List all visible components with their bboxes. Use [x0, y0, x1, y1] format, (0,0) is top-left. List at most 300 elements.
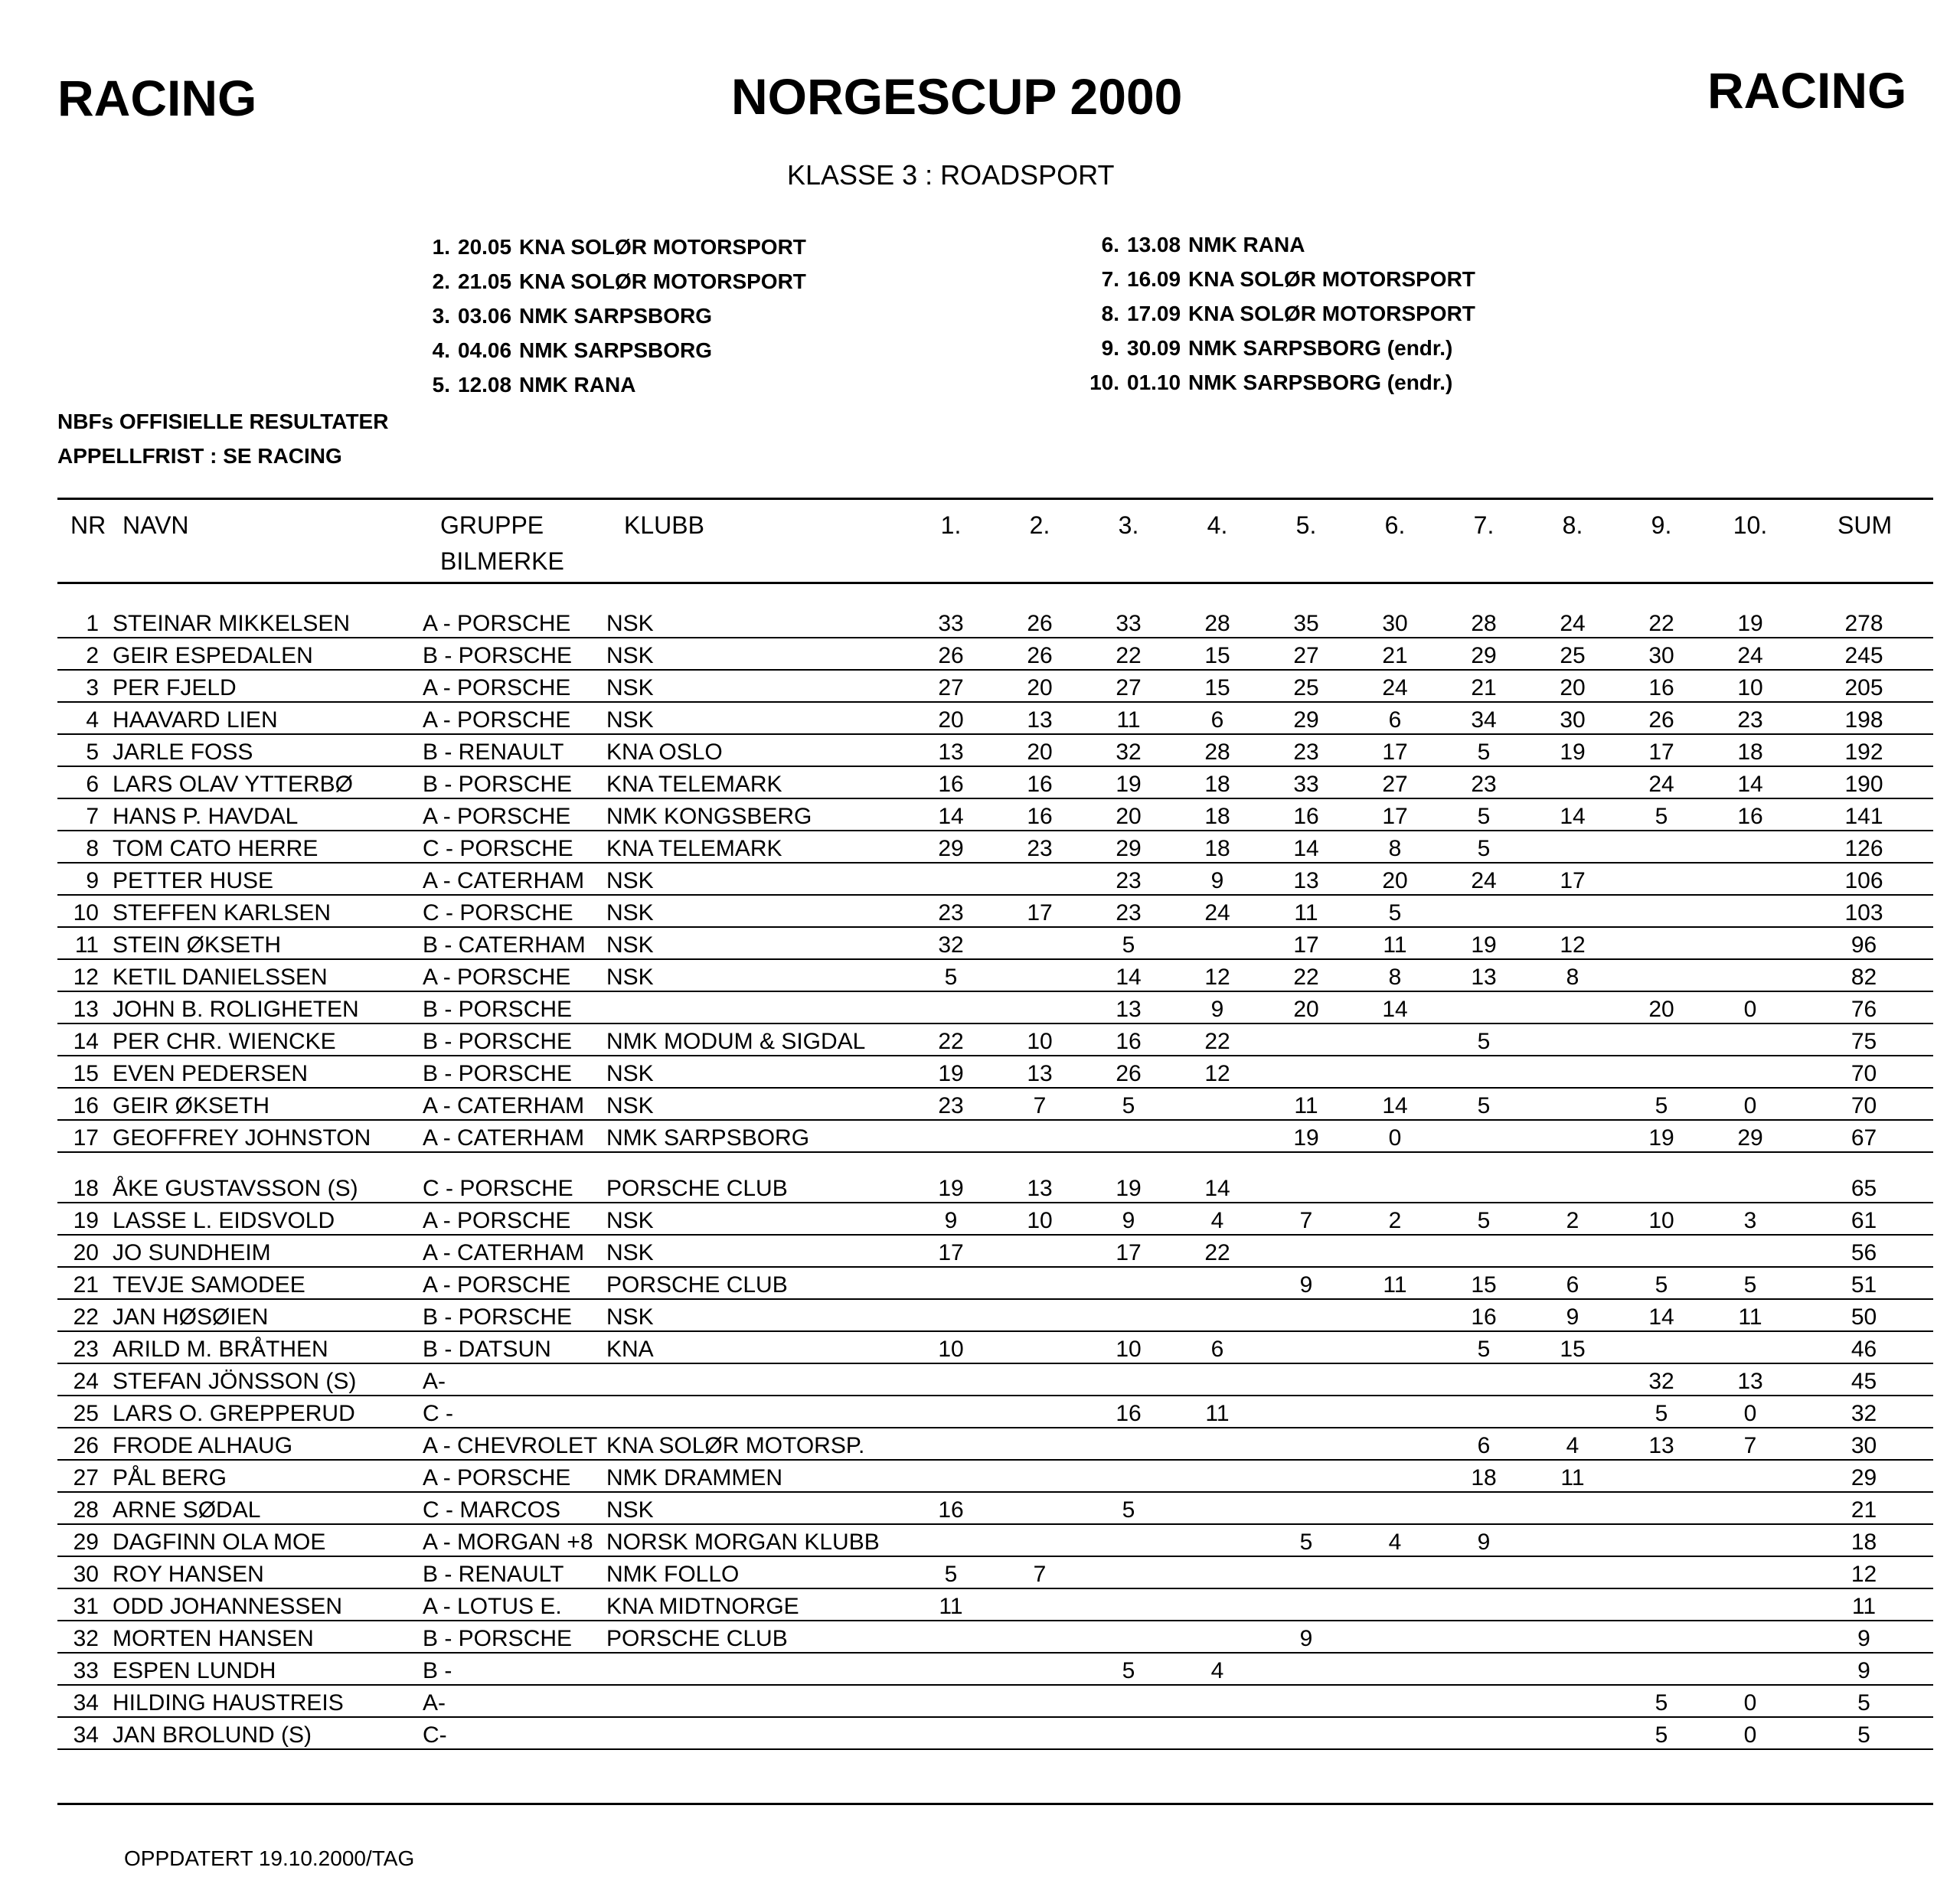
cell-score: 10 — [1617, 1203, 1706, 1235]
cell-sum: 46 — [1795, 1331, 1933, 1363]
cell-score — [1262, 1331, 1351, 1363]
cell-score: 4 — [1351, 1524, 1439, 1556]
cell-score — [1084, 1717, 1173, 1749]
cell-score — [1351, 1363, 1439, 1396]
cell-score — [1706, 863, 1795, 895]
cell-score: 22 — [1173, 1235, 1262, 1267]
cell-score: 17 — [1262, 927, 1351, 959]
cell-gruppe: A - CATERHAM — [423, 1235, 606, 1267]
schedule-round-number: 6. — [1101, 233, 1119, 256]
cell-score — [1173, 1492, 1262, 1524]
cell-score: 16 — [1706, 798, 1795, 831]
cell-sum: 65 — [1795, 1152, 1933, 1203]
cell-score — [906, 1685, 995, 1717]
cell-score: 32 — [906, 927, 995, 959]
cell-gruppe: A- — [423, 1685, 606, 1717]
cell-score — [1439, 1621, 1528, 1653]
cell-score — [906, 1396, 995, 1428]
col-head-sum: SUM — [1838, 511, 1893, 539]
cell-score: 23 — [906, 1088, 995, 1120]
cell-score — [1084, 1460, 1173, 1492]
cell-nr: 28 — [57, 1492, 105, 1524]
cell-score: 13 — [1706, 1363, 1795, 1396]
cell-score — [1617, 1492, 1706, 1524]
cell-gruppe: A - CATERHAM — [423, 1088, 606, 1120]
cell-navn: ARNE SØDAL — [105, 1492, 423, 1524]
cell-sum: 198 — [1795, 702, 1933, 734]
cell-score: 3 — [1706, 1203, 1795, 1235]
cell-score: 2 — [1528, 1203, 1617, 1235]
cell-nr: 1 — [57, 606, 105, 638]
cell-score: 27 — [1262, 638, 1351, 670]
cell-klubb: NMK SARPSBORG — [606, 1120, 906, 1152]
cell-navn: ROY HANSEN — [105, 1556, 423, 1588]
schedule-item — [1066, 331, 1475, 365]
cell-score — [1439, 1685, 1528, 1717]
cell-score: 17 — [1351, 734, 1439, 766]
cell-score: 28 — [1173, 606, 1262, 638]
cell-nr: 13 — [57, 991, 105, 1023]
cell-navn: LARS O. GREPPERUD — [105, 1396, 423, 1428]
cell-score: 5 — [1084, 1492, 1173, 1524]
cell-score — [995, 1460, 1084, 1492]
cell-nr: 11 — [57, 927, 105, 959]
cell-gruppe: A - CATERHAM — [423, 863, 606, 895]
cell-score — [1706, 1621, 1795, 1653]
cell-score — [1706, 1023, 1795, 1056]
cell-klubb — [606, 1717, 906, 1749]
cell-score: 0 — [1706, 991, 1795, 1023]
cell-gruppe: A - PORSCHE — [423, 798, 606, 831]
schedule-event: NMK SARPSBORG — [519, 304, 713, 328]
table-row — [57, 1363, 1933, 1396]
cell-score — [1617, 1556, 1706, 1588]
cell-score: 18 — [1439, 1460, 1528, 1492]
cell-sum: 70 — [1795, 1056, 1933, 1088]
cell-score: 7 — [995, 1556, 1084, 1588]
table-row — [57, 638, 1933, 670]
cell-klubb: NSK — [606, 895, 906, 927]
cell-gruppe: A- — [423, 1363, 606, 1396]
cell-score — [1439, 1588, 1528, 1621]
cell-score: 12 — [1173, 959, 1262, 991]
cell-score: 20 — [1351, 863, 1439, 895]
cell-score: 19 — [1439, 927, 1528, 959]
cell-nr: 29 — [57, 1524, 105, 1556]
cell-score — [1617, 1460, 1706, 1492]
table-row — [57, 1492, 1933, 1524]
cell-score: 13 — [995, 702, 1084, 734]
cell-klubb: KNA TELEMARK — [606, 831, 906, 863]
cell-gruppe: C - PORSCHE — [423, 831, 606, 863]
cell-score — [1262, 1685, 1351, 1717]
col-head-round: 7. — [1473, 511, 1494, 539]
cell-gruppe: B - PORSCHE — [423, 991, 606, 1023]
cell-nr: 14 — [57, 1023, 105, 1056]
cell-navn: STEFFEN KARLSEN — [105, 895, 423, 927]
cell-score — [1439, 1717, 1528, 1749]
cell-klubb: NMK MODUM & SIGDAL — [606, 1023, 906, 1056]
cell-gruppe: A - PORSCHE — [423, 959, 606, 991]
table-row — [57, 798, 1933, 831]
cell-score — [906, 991, 995, 1023]
cell-score: 5 — [1351, 895, 1439, 927]
cell-nr: 5 — [57, 734, 105, 766]
table-row — [57, 1556, 1933, 1588]
cell-score: 23 — [1439, 766, 1528, 798]
cell-score — [995, 991, 1084, 1023]
cell-navn: HILDING HAUSTREIS — [105, 1685, 423, 1717]
cell-score — [1439, 991, 1528, 1023]
cell-klubb — [606, 1396, 906, 1428]
cell-gruppe: A - CATERHAM — [423, 1120, 606, 1152]
cell-score — [995, 1331, 1084, 1363]
cell-score — [1351, 1056, 1439, 1088]
cell-score — [1351, 1152, 1439, 1203]
cell-score — [1351, 1717, 1439, 1749]
cell-score — [1173, 1588, 1262, 1621]
schedule-date: 12.08 — [458, 373, 512, 397]
cell-score — [1351, 1023, 1439, 1056]
class-subtitle: KLASSE 3 : ROADSPORT — [787, 159, 1115, 191]
cell-score: 19 — [1084, 766, 1173, 798]
cell-nr: 19 — [57, 1203, 105, 1235]
table-row — [57, 702, 1933, 734]
cell-score: 10 — [995, 1203, 1084, 1235]
divider-bottom — [57, 1803, 1933, 1805]
cell-score: 8 — [1351, 959, 1439, 991]
table-row — [57, 1621, 1933, 1653]
cell-score — [1528, 1717, 1617, 1749]
cell-nr: 8 — [57, 831, 105, 863]
col-head-round: 8. — [1562, 511, 1583, 539]
table-row — [57, 831, 1933, 863]
cell-score: 5 — [1617, 1717, 1706, 1749]
cell-score: 9 — [906, 1203, 995, 1235]
cell-score: 11 — [1173, 1396, 1262, 1428]
cell-navn: STEINAR MIKKELSEN — [105, 606, 423, 638]
cell-score: 5 — [1617, 1088, 1706, 1120]
cell-score: 16 — [1617, 670, 1706, 702]
cell-score — [1351, 1588, 1439, 1621]
cell-score — [1528, 831, 1617, 863]
cell-sum: 56 — [1795, 1235, 1933, 1267]
cell-score: 10 — [1706, 670, 1795, 702]
cell-score: 28 — [1173, 734, 1262, 766]
cell-gruppe: B - PORSCHE — [423, 1023, 606, 1056]
cell-klubb: NSK — [606, 638, 906, 670]
cell-score — [995, 1120, 1084, 1152]
cell-score — [1706, 1588, 1795, 1621]
cell-score: 5 — [1617, 798, 1706, 831]
schedule-event: KNA SOLØR MOTORSPORT — [1188, 267, 1475, 291]
cell-score: 13 — [995, 1056, 1084, 1088]
table-row — [57, 670, 1933, 702]
cell-sum: 11 — [1795, 1588, 1933, 1621]
schedule-date: 21.05 — [458, 269, 512, 293]
cell-score — [1439, 1120, 1528, 1152]
schedule-date: 04.06 — [458, 338, 512, 362]
cell-score — [1262, 1235, 1351, 1267]
col-head-round: 1. — [940, 511, 962, 539]
cell-klubb: NMK KONGSBERG — [606, 798, 906, 831]
cell-score: 11 — [1262, 1088, 1351, 1120]
cell-score: 5 — [1439, 831, 1528, 863]
cell-gruppe: B - PORSCHE — [423, 766, 606, 798]
cell-score — [1528, 1056, 1617, 1088]
cell-gruppe: B - — [423, 1653, 606, 1685]
cell-navn: ODD JOHANNESSEN — [105, 1588, 423, 1621]
cell-klubb: KNA SOLØR MOTORSP. — [606, 1428, 906, 1460]
col-head-klubb: KLUBB — [624, 511, 704, 539]
cell-score: 2 — [1351, 1203, 1439, 1235]
cell-score: 9 — [1262, 1267, 1351, 1299]
cell-score — [995, 927, 1084, 959]
schedule-event: NMK SARPSBORG (endr.) — [1188, 336, 1453, 360]
cell-score — [906, 1653, 995, 1685]
schedule-item — [1066, 296, 1475, 331]
cell-navn: LARS OLAV YTTERBØ — [105, 766, 423, 798]
cell-score: 23 — [1084, 895, 1173, 927]
cell-score — [1262, 1396, 1351, 1428]
cell-navn: STEFAN JÖNSSON (S) — [105, 1363, 423, 1396]
cell-score: 11 — [1706, 1299, 1795, 1331]
cell-klubb: NSK — [606, 1056, 906, 1088]
cell-score: 5 — [1439, 1023, 1528, 1056]
cell-score — [1439, 1152, 1528, 1203]
cell-score — [1617, 1621, 1706, 1653]
cell-score — [995, 959, 1084, 991]
cell-gruppe: B - CATERHAM — [423, 927, 606, 959]
cell-score: 30 — [1528, 702, 1617, 734]
appeal-deadline-note: APPELLFRIST : SE RACING — [57, 444, 342, 468]
cell-score — [1617, 1023, 1706, 1056]
cell-score — [1262, 1023, 1351, 1056]
racing-right-label: RACING — [1707, 62, 1907, 119]
col-head-navn: NAVN — [122, 511, 189, 539]
cell-score: 14 — [1173, 1152, 1262, 1203]
cell-score — [1173, 1621, 1262, 1653]
cell-score: 23 — [995, 831, 1084, 863]
cell-score: 5 — [1439, 1088, 1528, 1120]
cell-sum: 103 — [1795, 895, 1933, 927]
official-results-note: NBFs OFFISIELLE RESULTATER — [57, 410, 389, 433]
cell-navn: PER CHR. WIENCKE — [105, 1023, 423, 1056]
cell-score: 19 — [1262, 1120, 1351, 1152]
cell-score: 19 — [1528, 734, 1617, 766]
cell-score: 5 — [1084, 1653, 1173, 1685]
cell-score — [1173, 1363, 1262, 1396]
cell-score: 13 — [1617, 1428, 1706, 1460]
schedule-date: 01.10 — [1127, 371, 1181, 394]
cell-klubb: NSK — [606, 863, 906, 895]
cell-score — [1706, 1235, 1795, 1267]
cell-score — [1351, 1621, 1439, 1653]
cell-klubb: PORSCHE CLUB — [606, 1621, 906, 1653]
cell-score — [1173, 1717, 1262, 1749]
cell-sum: 75 — [1795, 1023, 1933, 1056]
cell-navn: MORTEN HANSEN — [105, 1621, 423, 1653]
cell-sum: 96 — [1795, 927, 1933, 959]
cell-score — [1528, 1621, 1617, 1653]
cell-score — [1262, 1588, 1351, 1621]
cell-score: 14 — [1084, 959, 1173, 991]
schedule-date: 20.05 — [458, 235, 512, 259]
table-row — [57, 1120, 1933, 1152]
racing-left-label: RACING — [57, 70, 257, 126]
schedule-item — [413, 264, 806, 299]
cell-score: 5 — [1084, 1088, 1173, 1120]
cell-score: 26 — [1617, 702, 1706, 734]
table-row — [57, 1653, 1933, 1685]
cell-sum: 192 — [1795, 734, 1933, 766]
cell-navn: STEIN ØKSETH — [105, 927, 423, 959]
cell-score: 0 — [1706, 1396, 1795, 1428]
cell-score: 25 — [1262, 670, 1351, 702]
schedule-event: NMK RANA — [1188, 233, 1305, 256]
schedule-item — [413, 367, 806, 402]
cell-score: 19 — [1617, 1120, 1706, 1152]
cell-score — [1351, 1685, 1439, 1717]
cell-score: 5 — [1262, 1524, 1351, 1556]
cell-score — [995, 1621, 1084, 1653]
cell-score: 16 — [1084, 1396, 1173, 1428]
cell-score — [1084, 1588, 1173, 1621]
cell-score — [1351, 1653, 1439, 1685]
cell-score — [995, 1363, 1084, 1396]
cell-score — [1084, 1556, 1173, 1588]
cell-sum: 141 — [1795, 798, 1933, 831]
cell-klubb: NMK FOLLO — [606, 1556, 906, 1588]
cell-score — [1528, 1685, 1617, 1717]
cell-score: 14 — [1262, 831, 1351, 863]
cell-sum: 278 — [1795, 606, 1933, 638]
table-row — [57, 1203, 1933, 1235]
cell-nr: 26 — [57, 1428, 105, 1460]
cell-score: 13 — [1084, 991, 1173, 1023]
cell-score — [995, 1717, 1084, 1749]
cell-score — [1617, 959, 1706, 991]
cell-klubb — [606, 1653, 906, 1685]
cell-score — [1173, 1088, 1262, 1120]
cell-nr: 25 — [57, 1396, 105, 1428]
cell-score: 7 — [1262, 1203, 1351, 1235]
cell-score — [1617, 1152, 1706, 1203]
cell-score: 29 — [1084, 831, 1173, 863]
table-row — [57, 1331, 1933, 1363]
cell-navn: ESPEN LUNDH — [105, 1653, 423, 1685]
cell-score: 16 — [995, 766, 1084, 798]
cell-gruppe: A - PORSCHE — [423, 1267, 606, 1299]
cell-score: 5 — [1706, 1267, 1795, 1299]
cell-score: 5 — [906, 1556, 995, 1588]
schedule-date: 16.09 — [1127, 267, 1181, 291]
cell-klubb: KNA MIDTNORGE — [606, 1588, 906, 1621]
cell-score — [906, 1460, 995, 1492]
schedule-item — [413, 299, 806, 333]
cell-score — [1262, 1363, 1351, 1396]
cell-score: 26 — [995, 606, 1084, 638]
schedule-round-number: 8. — [1101, 302, 1119, 325]
cell-score: 32 — [1617, 1363, 1706, 1396]
cell-gruppe: B - RENAULT — [423, 1556, 606, 1588]
cell-score: 7 — [995, 1088, 1084, 1120]
cell-score — [995, 1588, 1084, 1621]
cell-score — [1528, 1023, 1617, 1056]
cell-score: 27 — [1084, 670, 1173, 702]
cell-score: 5 — [1439, 798, 1528, 831]
cell-score — [1706, 927, 1795, 959]
cell-gruppe: B - DATSUN — [423, 1331, 606, 1363]
cell-score: 11 — [1528, 1460, 1617, 1492]
cell-score: 16 — [906, 1492, 995, 1524]
cell-score: 16 — [1262, 798, 1351, 831]
cell-klubb: NSK — [606, 1203, 906, 1235]
cell-score — [1351, 1460, 1439, 1492]
cell-score: 22 — [1262, 959, 1351, 991]
cell-score — [1173, 1299, 1262, 1331]
cell-score: 6 — [1173, 1331, 1262, 1363]
cell-nr: 9 — [57, 863, 105, 895]
cell-score — [1528, 1120, 1617, 1152]
cell-score — [995, 1653, 1084, 1685]
cell-score: 12 — [1528, 927, 1617, 959]
cell-nr: 15 — [57, 1056, 105, 1088]
cell-score: 29 — [1439, 638, 1528, 670]
cell-klubb: PORSCHE CLUB — [606, 1267, 906, 1299]
cell-score: 20 — [995, 734, 1084, 766]
schedule-round-number: 7. — [1101, 267, 1119, 291]
cell-score — [1617, 927, 1706, 959]
cell-score: 5 — [1617, 1396, 1706, 1428]
cell-score — [906, 1621, 995, 1653]
cell-score: 9 — [1173, 991, 1262, 1023]
cell-score — [1173, 1556, 1262, 1588]
cell-score: 22 — [1173, 1023, 1262, 1056]
col-head-round: 6. — [1384, 511, 1406, 539]
cell-score — [1173, 1524, 1262, 1556]
cell-score — [1173, 1685, 1262, 1717]
cell-score — [1173, 1428, 1262, 1460]
cell-score: 5 — [906, 959, 995, 991]
cell-score: 29 — [1706, 1120, 1795, 1152]
schedule-event: NMK SARPSBORG (endr.) — [1188, 371, 1453, 394]
table-row — [57, 1088, 1933, 1120]
cell-score: 26 — [1084, 1056, 1173, 1088]
cell-nr: 22 — [57, 1299, 105, 1331]
cell-score — [906, 1717, 995, 1749]
cell-score — [1706, 1653, 1795, 1685]
cell-score: 8 — [1351, 831, 1439, 863]
schedule-date: 17.09 — [1127, 302, 1181, 325]
schedule-event: NMK SARPSBORG — [519, 338, 713, 362]
cell-score — [1351, 1235, 1439, 1267]
cell-score: 5 — [1439, 1203, 1528, 1235]
cell-sum: 50 — [1795, 1299, 1933, 1331]
cell-score — [995, 1524, 1084, 1556]
cell-score: 13 — [1262, 863, 1351, 895]
cell-score: 9 — [1084, 1203, 1173, 1235]
cell-navn: EVEN PEDERSEN — [105, 1056, 423, 1088]
cell-score: 15 — [1528, 1331, 1617, 1363]
cell-score — [1084, 1120, 1173, 1152]
cell-score: 4 — [1528, 1428, 1617, 1460]
cell-score: 14 — [1617, 1299, 1706, 1331]
cell-score: 11 — [1351, 927, 1439, 959]
schedule-date: 03.06 — [458, 304, 512, 328]
cell-score: 30 — [1617, 638, 1706, 670]
cell-score: 6 — [1173, 702, 1262, 734]
